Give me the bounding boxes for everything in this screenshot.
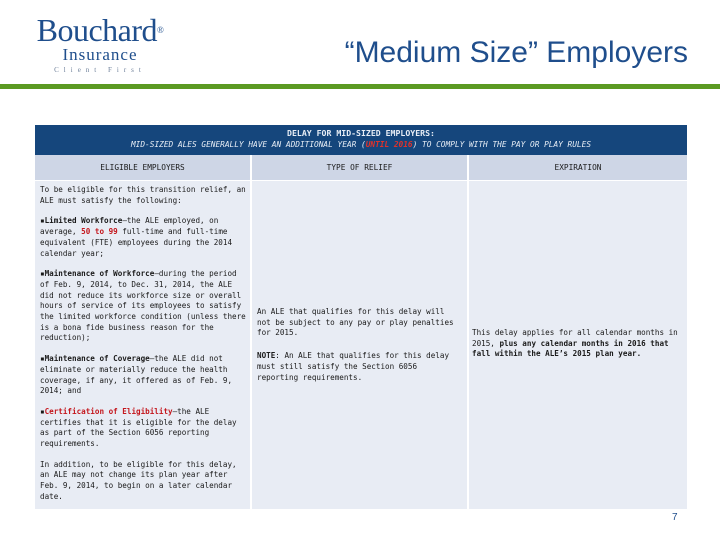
item-title: Maintenance of Workforce [44,269,155,279]
logo-subtitle: Insurance [62,45,138,64]
column-header-expiration [469,155,687,181]
eligibility-intro: To be eligible for this transition relief, an ALE must satisfy the following: [40,185,246,205]
logo-name: Bouchard [36,12,158,48]
list-item [40,216,248,259]
column-divider [467,155,469,509]
title-divider [0,84,720,89]
banner-title: DELAY FOR MID-SIZED EMPLOYERS: [287,128,435,138]
bullet-icon: ▪ [40,406,45,416]
list-item [40,407,248,450]
logo-registered-mark: ® [157,25,164,35]
banner-subtitle-end: ) TO COMPLY WITH THE PAY OR PLAY RULES [412,140,592,149]
expiration-text: This delay applies for all calendar months in 2015, [472,328,678,348]
banner-subtitle [35,140,687,149]
expiration-emphasis: plus any calendar months in 2016 that fall within the ALE’s 2015 plan year. [472,338,669,359]
column-header-expiration-label: EXPIRATION [554,163,602,172]
page-number: 7 [672,512,678,523]
item-text: —during the period of Feb. 9, 2014, to Dec. 31, 2014, the ALE did not reduce its workforce size or overall hours of service of its employees to satisfy the limited workforce condition (unless there is a bona fide business reason for the reduction); [40,269,246,343]
relief-note [257,351,462,383]
relief-paragraph: An ALE that qualifies for this delay will not be subject to any pay or play penalties for 2015. [257,307,454,338]
eligibility-closing: In addition, to be eligible for this delay, an ALE may not change its plan year after Feb. 9, 2014, to begin on a later calendar date. [40,459,237,501]
slide-title: “Medium Size” Employers [344,36,688,69]
item-text: —the ALE certifies that it is eligible for the delay as part of the Section 6056 reporting requirements. [40,406,237,449]
company-logo [30,14,170,74]
banner-highlight: UNTIL 2016 [365,140,413,149]
table-banner [35,125,687,156]
logo-tagline: Client First [54,66,146,74]
expiration-cell [472,328,685,360]
list-item [40,269,248,344]
column-header-relief-label: TYPE OF RELIEF [326,163,393,172]
item-text: —the ALE employed, on average, [40,216,219,237]
column-header-eligible [35,155,250,181]
banner-subtitle-start: MID-SIZED ALES GENERALLY HAVE AN ADDITIONAL YEAR ( [130,140,366,149]
bullet-icon: ▪ [40,269,45,279]
column-header-relief [252,155,467,181]
column-header-eligible-label: ELIGIBLE EMPLOYERS [100,163,185,172]
item-text: full-time and full-time equivalent (FTE) employees during the 2014 calendar year; [40,227,233,258]
bullet-icon: ▪ [40,216,45,226]
column-divider [250,155,252,509]
note-text: : An ALE that qualifies for this delay must still satisfy the Section 6056 reporting requirements. [257,351,450,382]
list-item [40,354,248,397]
item-title: Certification of Eligibility [44,406,173,416]
type-of-relief-cell [257,307,462,395]
employee-range-highlight: 50 to 99 [81,227,118,237]
note-label: NOTE [257,351,276,361]
eligible-employers-cell [40,185,248,513]
item-title: Maintenance of Coverage [44,354,150,364]
bullet-icon: ▪ [40,354,45,364]
relief-table [35,125,687,509]
item-text: —the ALE did not eliminate or materially reduce the health coverage, if any, it offered as of Feb. 9, 2014; and [40,354,233,396]
item-title: Limited Workforce [44,216,123,226]
